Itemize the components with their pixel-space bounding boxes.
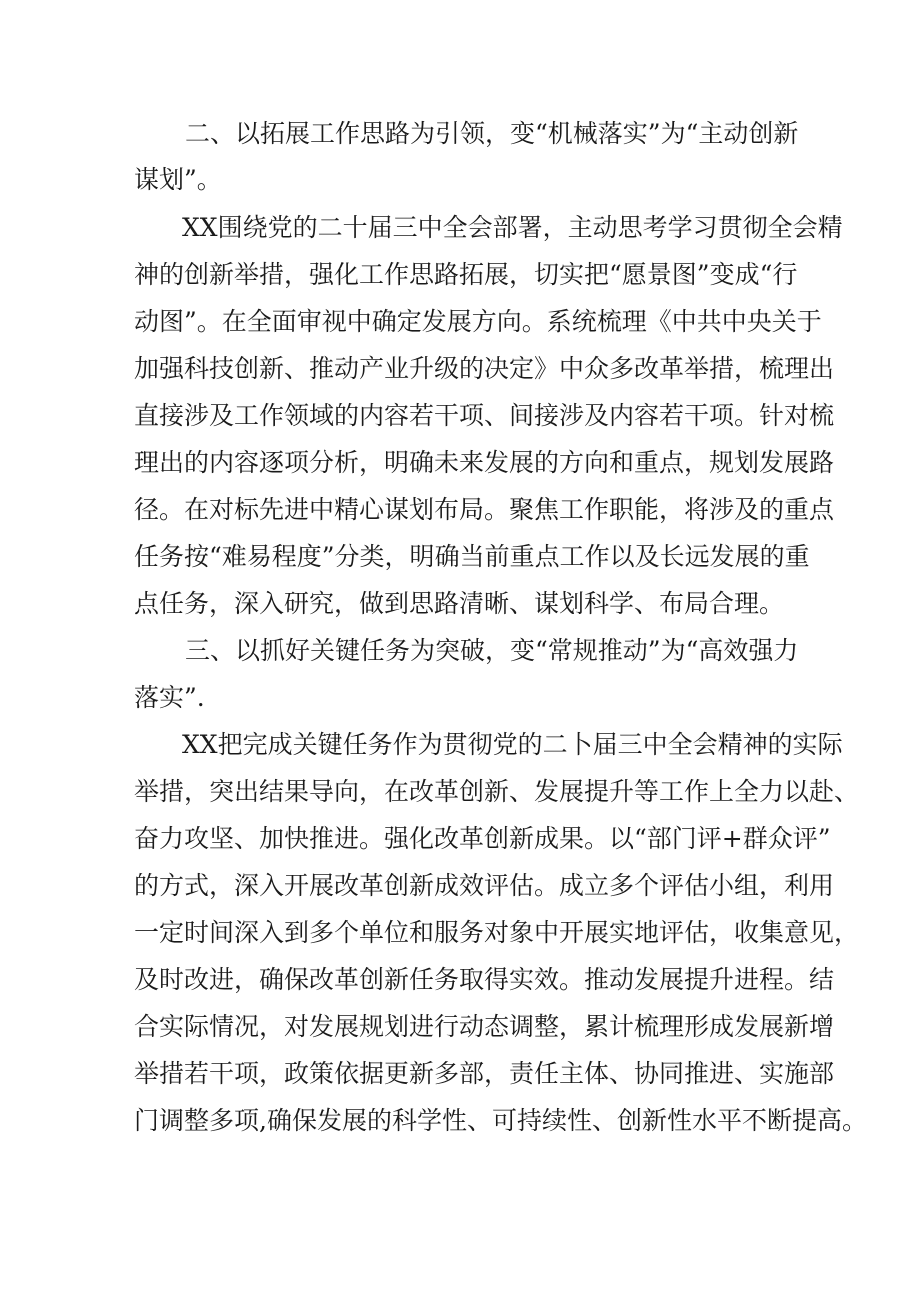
section-3-heading-line-2: 落实”. bbox=[134, 683, 205, 712]
section-3-body-line: 举措若干项，政策依据更新多部，责任主体、协同推进、实施部 bbox=[134, 1059, 835, 1088]
section-2-body-line: 神的创新举措，强化工作思路拓展，切实把“愿景图”变成“行 bbox=[134, 260, 798, 289]
section-3-body-line: XX把完成关键任务作为贯彻党的二卜届三中全会精神的实际 bbox=[182, 730, 843, 759]
section-3-body-line: 门调整多项,确保发展的科学性、可持续性、创新性水平不断提高。 bbox=[134, 1106, 867, 1135]
section-3-body-line: 奋力攻坚、加快推进。强化改革创新成果。以“部门评+群众评” bbox=[134, 824, 831, 853]
section-3-body-line: 举措，突出结果导向，在改革创新、发展提升等工作上全力以赴、 bbox=[134, 777, 860, 806]
section-2-body-line: 径。在对标先进中精心谋划布局。聚焦工作职能，将涉及的重点 bbox=[134, 495, 835, 524]
section-3-heading-line-1: 三、以抓好关键任务为突破，变“常规推动”为“高效强力 bbox=[185, 636, 799, 665]
section-2-body-line: 点任务，深入研究，做到思路清晰、谋划科学、布局合理。 bbox=[134, 589, 785, 618]
section-2-body-line: XX围绕党的二十届三中全会部署，主动思考学习贯彻全会精 bbox=[182, 213, 843, 242]
section-2-body-line: 理出的内容逐项分析，明确未来发展的方向和重点，规划发展路 bbox=[134, 448, 835, 477]
section-2-body-line: 加强科技创新、推动产业升级的决定》中众多改革举措，梳理出 bbox=[134, 354, 835, 383]
section-3-body-line: 一定时间深入到多个单位和服务对象中开展实地评估，收集意见， bbox=[134, 918, 860, 947]
section-3-body-line: 的方式，深入开展改革创新成效评估。成立多个评估小组，利用 bbox=[134, 871, 835, 900]
section-2-heading-line-2: 谋划”。 bbox=[134, 165, 222, 194]
section-2-heading-line-1: 二、以拓展工作思路为引领，变“机械落实”为“主动创新 bbox=[185, 119, 799, 148]
section-2-body-line: 动图”。在全面审视中确定发展方向。系统梳理《中共中央关于 bbox=[134, 307, 822, 336]
section-2-body-line: 直接涉及工作领域的内容若干项、间接涉及内容若干项。针对梳 bbox=[134, 401, 835, 430]
section-2-body-line: 任务按“难易程度”分类，明确当前重点工作以及长远发展的重 bbox=[134, 542, 810, 571]
section-3-body-line: 合实际情况，对发展规划进行动态调整，累计梳理形成发展新增 bbox=[134, 1012, 835, 1041]
section-3-body-line: 及时改进，确保改革创新任务取得实效。推动发展提升进程。结 bbox=[134, 965, 835, 994]
